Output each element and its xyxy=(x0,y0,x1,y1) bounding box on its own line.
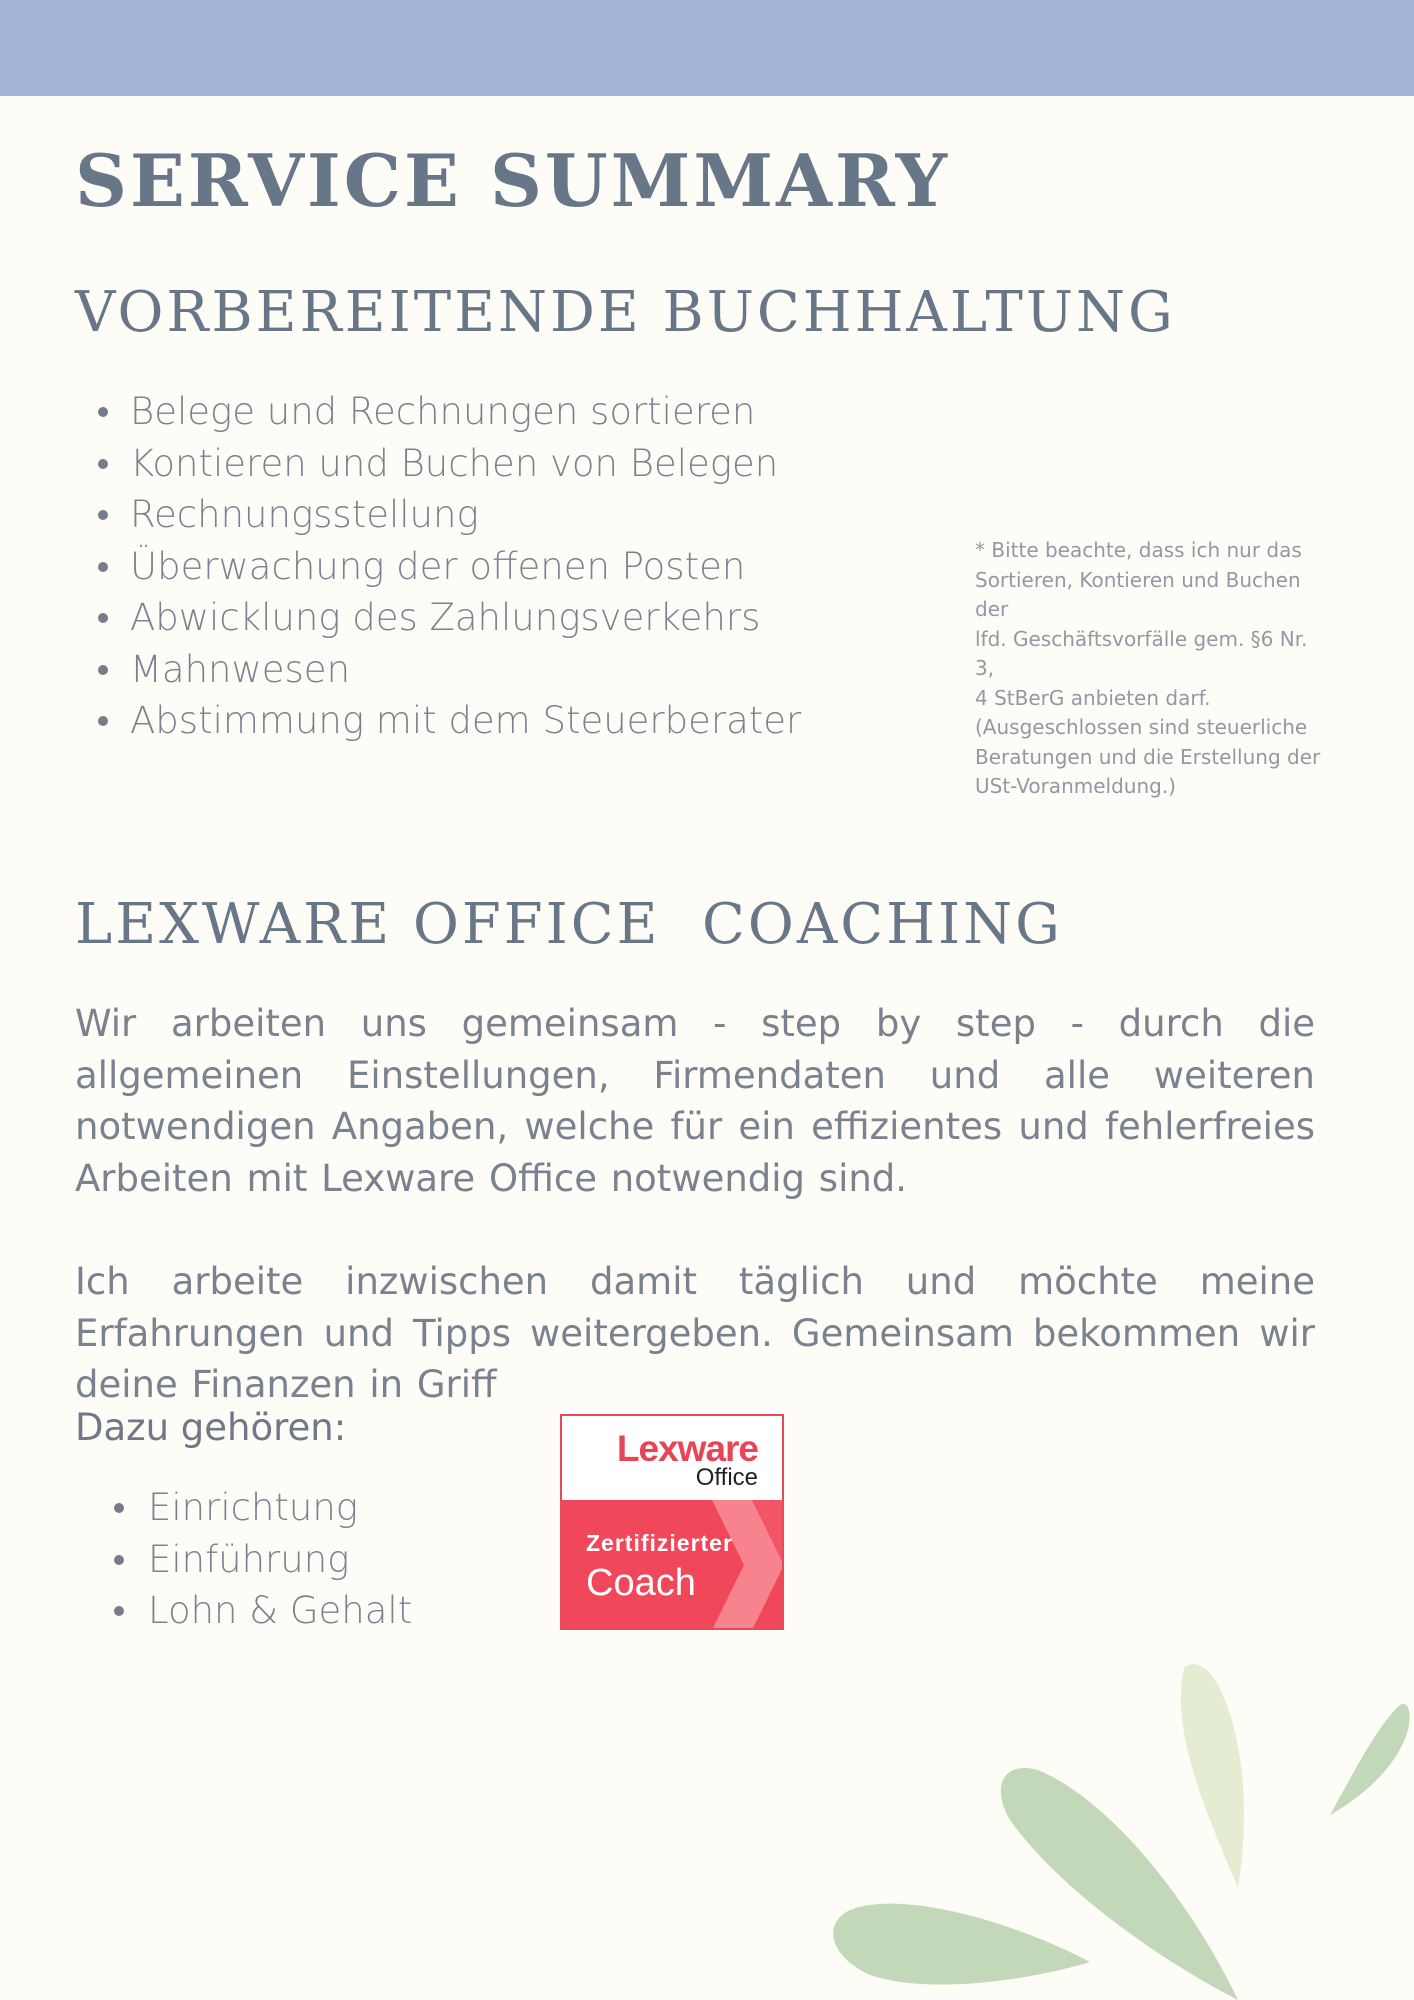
list-item: Überwachung der offenen Posten xyxy=(130,541,801,593)
list-item: Mahnwesen xyxy=(130,644,801,696)
footnote-line: 4 StBerG anbieten darf. xyxy=(975,685,1211,710)
footnote-line: * Bitte beachte, dass ich nur das xyxy=(975,538,1302,562)
list-item: Belege und Rechnungen sortieren xyxy=(130,386,801,438)
footnote-line: USt-Voranmeldung.) xyxy=(975,774,1176,798)
list-item: Einführung xyxy=(148,1534,412,1586)
badge-line-2: Coach xyxy=(586,1562,696,1604)
coaching-paragraph-2: Ich arbeite inzwischen damit täglich und möchte meine Erfahrungen und Tipps weitergeben. Gemeinsam bekommen wir deine Finanzen in Griff xyxy=(75,1260,1315,1406)
footnote-line: Sortieren, Kontieren und Buchen der xyxy=(975,567,1301,621)
page-title: SERVICE SUMMARY xyxy=(75,138,951,223)
includes-label: Dazu gehören: xyxy=(75,1406,347,1449)
footnote-line: lfd. Geschäftsvorfälle gem. §6 Nr. 3, xyxy=(975,626,1308,680)
list-item: Einrichtung xyxy=(148,1482,412,1534)
section-heading-coaching: LEXWARE OFFICE COACHING xyxy=(75,892,1063,957)
coaching-paragraph-1: Wir arbeiten uns gemeinsam - step by step - durch die allgemeinen Einstellungen, Firmendaten und alle weiteren notwendigen Angaben, welche für ein effizientes und fehlerfreies Arbeiten mit Lexware Office notwendig sind. xyxy=(75,1002,1315,1200)
list-item: Abstimmung mit dem Steuerberater xyxy=(130,695,801,747)
list-item: Lohn & Gehalt xyxy=(148,1585,412,1637)
badge-brand-sub: Office xyxy=(695,1464,758,1491)
list-item: Rechnungsstellung xyxy=(130,489,801,541)
section-heading-buchhaltung: VORBEREITENDE BUCHHALTUNG xyxy=(75,280,1176,345)
list-item: Abwicklung des Zahlungsverkehrs xyxy=(130,592,801,644)
badge-line-1: Zertifizierter xyxy=(586,1530,733,1556)
footnote-line: (Ausgeschlossen sind steuerliche xyxy=(975,715,1308,739)
badge-brand-logo: Lexware xyxy=(616,1428,758,1469)
list-item: Kontieren und Buchen von Belegen xyxy=(130,438,801,490)
footnote-line: Beratungen und die Erstellung der xyxy=(975,744,1321,769)
